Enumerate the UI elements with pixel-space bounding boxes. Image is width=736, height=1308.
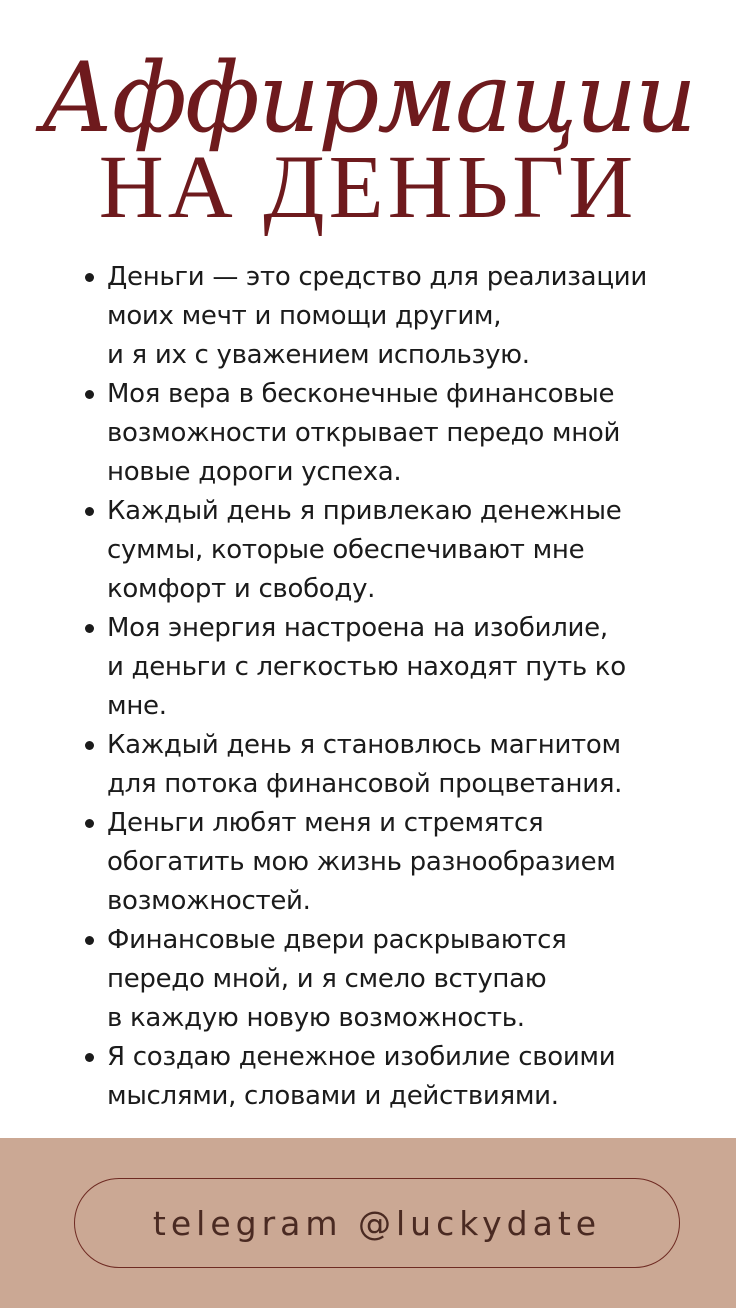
list-item <box>80 492 680 609</box>
affirmation-text: Моя энергия настроена на изобилие, и деньги с легкостью находят путь ко мне. <box>107 613 626 721</box>
list-item <box>80 921 680 1038</box>
telegram-handle: telegram @luckydate <box>152 1203 602 1243</box>
footer-band <box>0 1138 736 1308</box>
affirmation-text: Моя вера в бесконечные финансовые возможности открывает передо мной новые дороги успеха. <box>107 379 621 487</box>
affirmation-text: Каждый день я привлекаю денежные суммы, которые обеспечивают мне комфорт и свободу. <box>107 496 622 604</box>
affirmation-text: Деньги — это средство для реализации моих мечт и помощи другим, и я их с уважением использую. <box>107 262 647 370</box>
bullet-icon <box>85 273 94 282</box>
list-item <box>80 1038 680 1116</box>
affirmation-text: Финансовые двери раскрываются передо мной, и я смело вступаю в каждую новую возможность. <box>107 925 567 1033</box>
bullet-icon <box>85 819 94 828</box>
list-item <box>80 609 680 726</box>
list-item <box>80 726 680 804</box>
title-caps: НА ДЕНЬГИ <box>98 138 638 237</box>
affirmation-list <box>80 258 680 1116</box>
bullet-icon <box>85 507 94 516</box>
bullet-icon <box>85 1053 94 1062</box>
affirmation-text: Каждый день я становлюсь магнитом для потока финансовой процветания. <box>107 730 623 799</box>
title-script: Аффирмации <box>41 42 695 154</box>
list-item <box>80 258 680 375</box>
list-item <box>80 804 680 921</box>
bullet-icon <box>85 390 94 399</box>
affirmation-text: Деньги любят меня и стремятся обогатить мою жизнь разнообразием возможностей. <box>107 808 616 916</box>
bullet-icon <box>85 936 94 945</box>
list-item <box>80 375 680 492</box>
affirmation-text: Я создаю денежное изобилие своими мыслями, словами и действиями. <box>107 1042 616 1111</box>
bullet-icon <box>85 741 94 750</box>
telegram-link[interactable] <box>74 1178 680 1268</box>
bullet-icon <box>85 624 94 633</box>
